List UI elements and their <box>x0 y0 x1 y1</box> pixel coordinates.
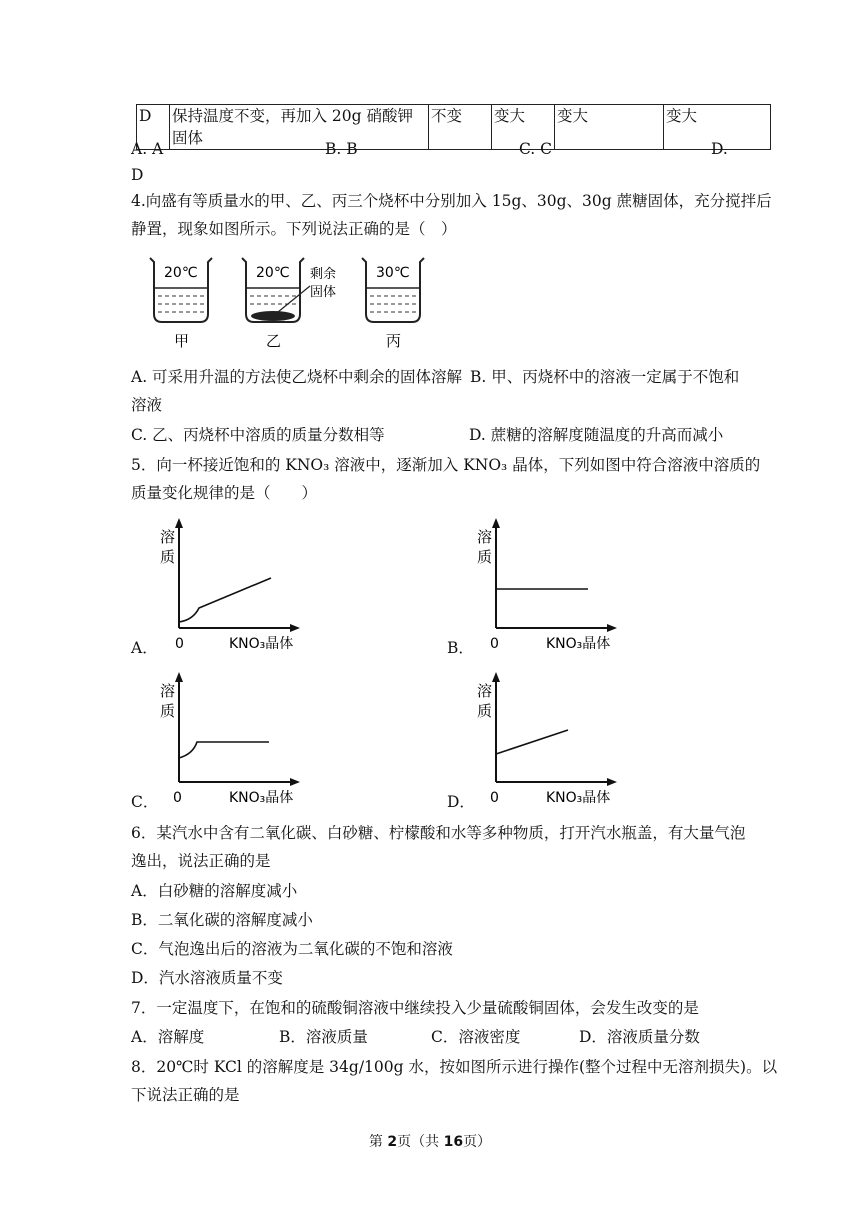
graph-curve <box>179 578 271 622</box>
q5-option-a-label: A． <box>131 639 158 657</box>
graph-c <box>155 670 315 810</box>
graph-curve <box>496 730 568 754</box>
footer-page-number: 2 <box>387 1134 398 1150</box>
graph-a <box>155 516 315 656</box>
beaker-annotation: 剩余 <box>310 267 337 282</box>
table-cell: 不变 <box>429 105 492 150</box>
x-axis-label: KNO₃晶体 <box>229 636 294 652</box>
q4-option-b: B. 甲、丙烧杯中的溶液一定属于不饱和 <box>470 368 740 386</box>
origin-label: 0 <box>490 636 499 652</box>
y-axis-label: 质 <box>160 702 176 720</box>
graph-d <box>472 670 632 810</box>
y-axis-label: 溶 <box>160 682 176 700</box>
beaker-temp-label: 20℃ <box>256 265 290 281</box>
q5-stem-line2: 质量变化规律的是（ ） <box>131 484 318 502</box>
y-axis-label: 溶 <box>160 528 176 546</box>
x-axis-label: KNO₃晶体 <box>229 790 294 806</box>
table-cell: 变大 <box>492 105 555 150</box>
beaker-temp-label: 20℃ <box>164 265 198 281</box>
q4-stem-line2: 静置，现象如图所示。下列说法正确的是（ ） <box>131 220 457 238</box>
footer-text: 页（共 <box>397 1134 444 1150</box>
beaker-annotation: 固体 <box>310 285 337 300</box>
q3-option-b: B. B <box>325 140 358 158</box>
q6-option-b: B．二氧化碳的溶解度减小 <box>131 911 313 929</box>
q7-stem: 7．一定温度下，在饱和的硫酸铜溶液中继续投入少量硫酸铜固体，会发生改变的是 <box>131 999 699 1017</box>
q3-option-c: C. C <box>519 140 553 158</box>
table-cell: 保持温度不变，再加入 20g 硝酸钾固体 <box>170 105 429 150</box>
q4-stem-line1: 4.向盛有等质量水的甲、乙、丙三个烧杯中分别加入 15g、30g、30g 蔗糖固体，充分搅拌后 <box>131 192 772 210</box>
q4-option-b-cont: 溶液 <box>131 396 163 414</box>
q5-option-d-label: D． <box>447 793 475 811</box>
q8-stem-line1: 8．20℃时 KCl 的溶解度是 34g/100g 水，按如图所示进行操作(整个过程中无溶剂损失)。以 <box>131 1058 778 1076</box>
origin-label: 0 <box>173 790 182 806</box>
y-axis-label: 质 <box>160 548 176 566</box>
footer-total-pages: 16 <box>443 1134 464 1150</box>
q6-stem-line1: 6．某汽水中含有二氧化碳、白砂糖、柠檬酸和水等多种物质，打开汽水瓶盖，有大量气泡 <box>131 824 746 842</box>
beaker-bing <box>362 258 424 350</box>
footer-text: 页） <box>463 1134 492 1150</box>
q6-option-c: C．气泡逸出后的溶液为二氧化碳的不饱和溶液 <box>131 940 453 958</box>
beaker-yi <box>242 258 336 350</box>
q3-option-d: D. <box>711 140 728 158</box>
beaker-name-label: 乙 <box>266 332 282 350</box>
q7-option-a: A．溶解度 <box>131 1028 205 1046</box>
q6-stem-line2: 逸出，说法正确的是 <box>131 852 271 870</box>
beakers-figure <box>140 252 440 356</box>
beaker-jia <box>150 258 212 350</box>
q7-option-c: C．溶液密度 <box>431 1028 521 1046</box>
answer-table <box>136 104 771 150</box>
q4-option-a: A. 可采用升温的方法使乙烧杯中剩余的固体溶解 <box>131 368 463 386</box>
q5-option-c-label: C． <box>131 793 159 811</box>
graph-curve <box>179 742 269 758</box>
q8-stem-line2: 下说法正确的是 <box>131 1086 240 1104</box>
q6-option-d: D．汽水溶液质量不变 <box>131 969 283 987</box>
footer-text: 第 <box>368 1134 388 1150</box>
q3-option-d-overflow: D <box>131 166 144 184</box>
beaker-name-label: 丙 <box>386 332 402 350</box>
x-axis-label: KNO₃晶体 <box>546 636 611 652</box>
table-cell: 变大 <box>555 105 664 150</box>
y-axis-label: 质 <box>477 702 493 720</box>
y-axis-label: 质 <box>477 548 493 566</box>
graph-b <box>472 516 632 656</box>
q5-option-b-label: B． <box>447 639 474 657</box>
q4-option-c: C. 乙、丙烧杯中溶质的质量分数相等 <box>131 426 385 444</box>
x-axis-label: KNO₃晶体 <box>546 790 611 806</box>
beaker-name-label: 甲 <box>174 332 190 350</box>
y-axis-label: 溶 <box>477 528 493 546</box>
page-footer <box>0 1131 860 1151</box>
origin-label: 0 <box>175 636 184 652</box>
beaker-temp-label: 30℃ <box>376 265 410 281</box>
y-axis-label: 溶 <box>477 682 493 700</box>
remaining-solid <box>251 311 295 321</box>
q7-option-b: B．溶液质量 <box>279 1028 368 1046</box>
origin-label: 0 <box>490 790 499 806</box>
table-cell: D <box>137 105 170 150</box>
q6-option-a: A．白砂糖的溶解度减小 <box>131 882 298 900</box>
table-cell: 变大 <box>664 105 771 150</box>
q5-stem-line1: 5．向一杯接近饱和的 KNO₃ 溶液中，逐渐加入 KNO₃ 晶体，下列如图中符合溶液中溶质的 <box>131 456 761 474</box>
q7-option-d: D．溶液质量分数 <box>579 1028 700 1046</box>
q3-option-a: A. A <box>131 140 164 158</box>
table-row <box>137 105 771 150</box>
q4-option-d: D. 蔗糖的溶解度随温度的升高而减小 <box>469 426 724 444</box>
